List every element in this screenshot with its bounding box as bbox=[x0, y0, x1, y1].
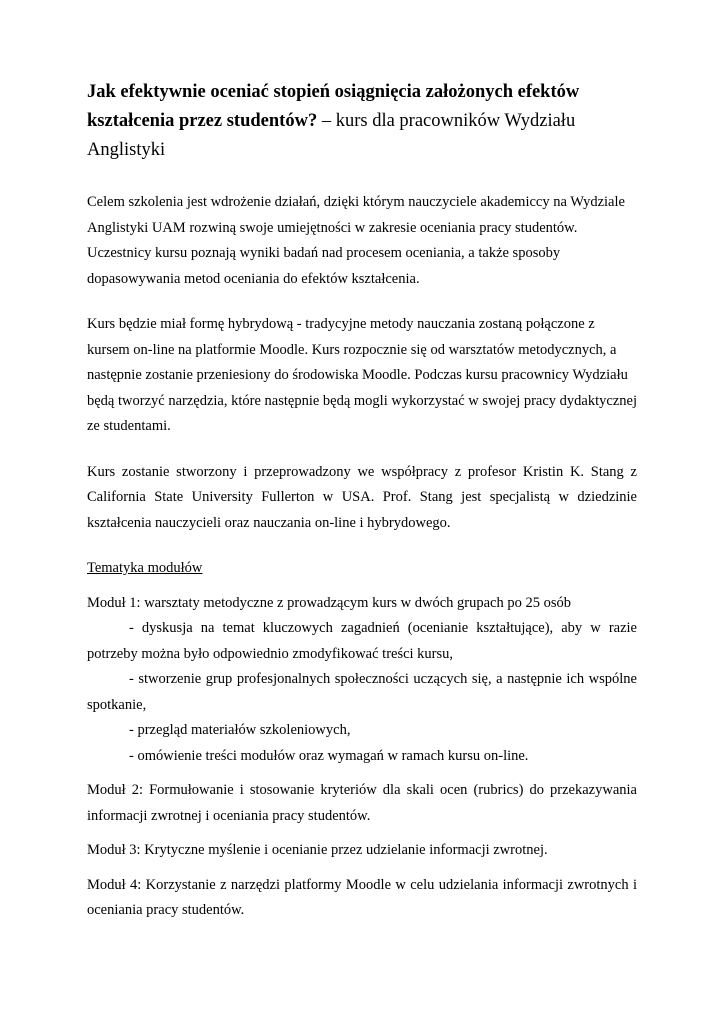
module-1-bullet: - dyskusja na temat kluczowych zagadnień (ocenianie kształtujące), aby w razie potrzeby można było odpowiednio zmodyfikować treści kursu, bbox=[87, 620, 637, 662]
document-title bbox=[87, 78, 637, 165]
title-bold: Jak efektywnie oceniać stopień osiągnięcia założonych efektów kształcenia przez studentów? bbox=[87, 82, 580, 131]
module-1-bullet: - przegląd materiałów szkoleniowych, bbox=[129, 722, 351, 738]
module-1-bullet: - stworzenie grup profesjonalnych społeczności uczących się, a następnie ich wspólne spotkanie, bbox=[87, 671, 637, 713]
modules-heading-text: Tematyka modułów bbox=[87, 560, 203, 576]
module-2: Moduł 2: Formułowanie i stosowanie kryteriów dla skali ocen (rubrics) do przekazywania informacji zwrotnej i oceniania pracy studentów. bbox=[87, 782, 637, 824]
modules-heading bbox=[87, 556, 637, 582]
module-4: Moduł 4: Korzystanie z narzędzi platformy Moodle w celu udzielania informacji zwrotnych i oceniania pracy studentów. bbox=[87, 876, 637, 918]
paragraph-cooperation: Kurs zostanie stworzony i przeprowadzony we współpracy z profesor Kristin K. Stang z California State University Fullerton w USA. Prof. Stang jest specjalistą w dziedzinie kształcenia nauczycieli oraz nauczania on-line i hybrydowego. bbox=[87, 463, 637, 531]
paragraph-goal: Celem szkolenia jest wdrożenie działań, dzięki którym nauczyciele akademiccy na Wydziale Anglistyki UAM rozwiną swoje umiejętności w zakresie oceniania pracy studentów. Uczestnicy kursu poznają wyniki badań nad procesem oceniania, a także sposoby dopasowywania metod oceniania do efektów kształcenia. bbox=[87, 194, 625, 287]
title-rest: – kurs dla pracowników Wydziału Anglistyki bbox=[87, 111, 576, 160]
module-1-intro: Moduł 1: warsztaty metodyczne z prowadzącym kurs w dwóch grupach po 25 osób bbox=[87, 594, 572, 611]
paragraph-format: Kurs będzie miał formę hybrydową - tradycyjne metody nauczania zostaną połączone z kursem on-line na platformie Moodle. Kurs rozpocznie się od warsztatów metodycznych, a następnie zostanie przeniesiony do środowiska Moodle. Podczas kursu pracownicy Wydziału będą tworzyć narzędzia, które następnie będą mogli wykorzystać w swojej pracy dydaktycznej ze studentami. bbox=[87, 316, 637, 434]
module-3: Moduł 3: Krytyczne myślenie i ocenianie przez udzielanie informacji zwrotnej. bbox=[87, 842, 548, 858]
module-1-bullet: - omówienie treści modułów oraz wymagań w ramach kursu on-line. bbox=[129, 747, 529, 764]
